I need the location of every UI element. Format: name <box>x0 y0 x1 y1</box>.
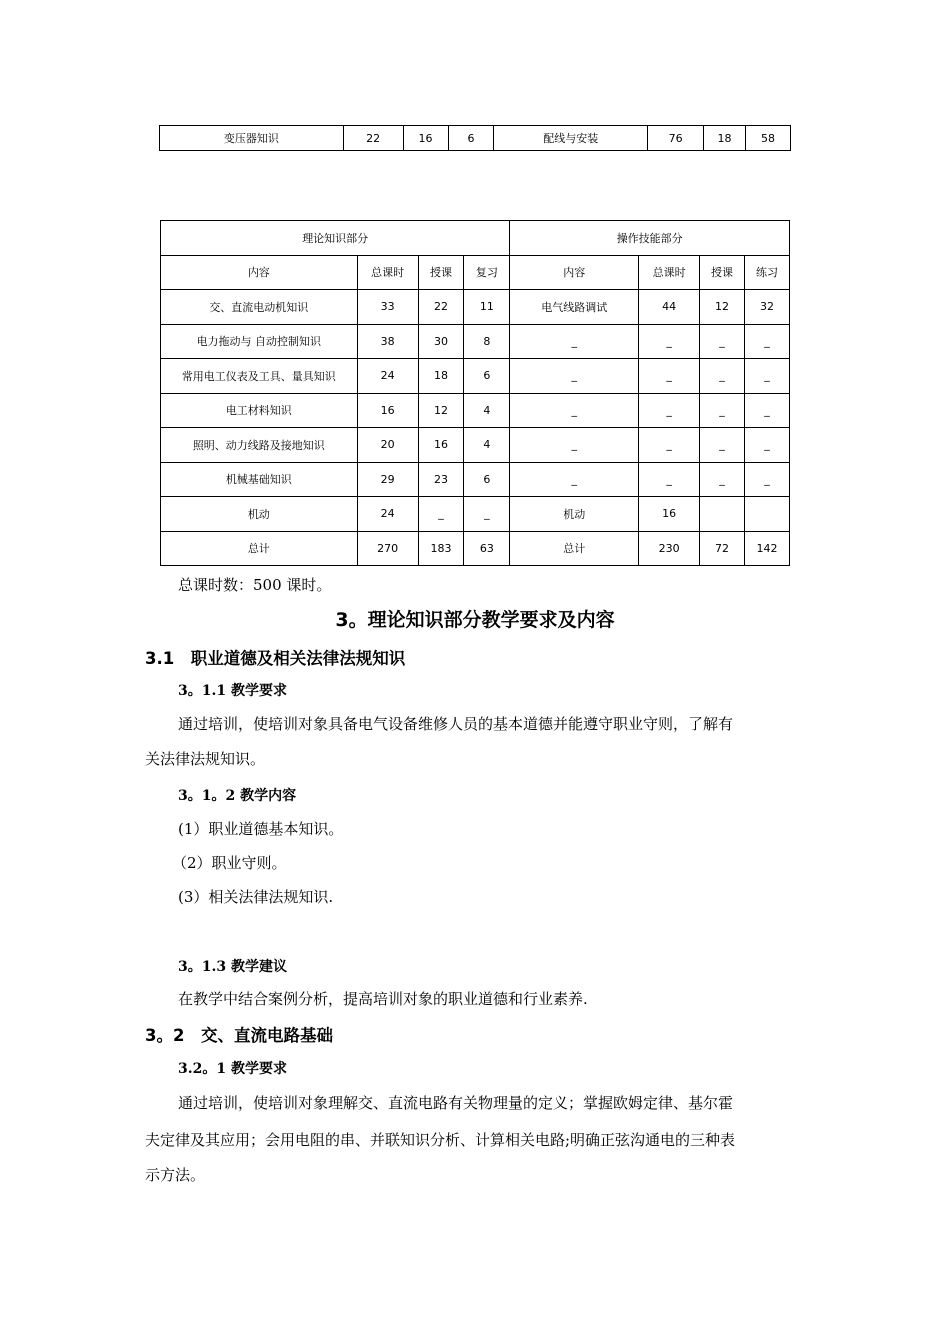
table-cell: _ <box>744 324 789 359</box>
table-cell: _ <box>510 393 639 428</box>
table-cell: 8 <box>464 324 510 359</box>
section-3-1-2-title: 3。1。2 教学内容 <box>178 788 297 804</box>
table-row <box>160 126 791 151</box>
table-cell: _ <box>700 324 745 359</box>
table-cell: _ <box>639 359 700 394</box>
column-header-row <box>161 255 790 290</box>
table-cell: 18 <box>418 359 464 394</box>
table-cell: _ <box>418 497 464 532</box>
table-cell: 总计 <box>161 531 358 566</box>
curriculum-table <box>160 220 790 566</box>
section-3-1-3-title: 3。1.3 教学建议 <box>178 959 287 975</box>
table-cell: _ <box>639 393 700 428</box>
table-cell: 电力拖动与 自动控制知识 <box>161 324 358 359</box>
table-cell <box>700 497 745 532</box>
section-3-1-1-title: 3。1.1 教学要求 <box>178 683 287 699</box>
table-cell: 变压器知识 <box>160 126 344 151</box>
table-row <box>161 290 790 325</box>
table-row <box>161 324 790 359</box>
table-cell: 11 <box>464 290 510 325</box>
table-cell: _ <box>700 428 745 463</box>
column-header: 复习 <box>464 255 510 290</box>
table-cell: 29 <box>357 462 418 497</box>
table-row <box>161 359 790 394</box>
section-3-title: 3。理论知识部分教学要求及内容 <box>335 609 615 631</box>
table-row <box>161 531 790 566</box>
table-cell: 63 <box>464 531 510 566</box>
table-cell: 交、直流电动机知识 <box>161 290 358 325</box>
table-cell: _ <box>510 428 639 463</box>
table-cell: 44 <box>639 290 700 325</box>
table-cell: 6 <box>464 462 510 497</box>
table-cell: 机动 <box>161 497 358 532</box>
table-cell: 33 <box>357 290 418 325</box>
table-cell: _ <box>639 428 700 463</box>
list-item: （2）职业守则。 <box>172 854 287 872</box>
table-cell: _ <box>744 393 789 428</box>
column-header: 练习 <box>744 255 789 290</box>
total-hours-note: 总课时数：500 课时。 <box>178 576 332 594</box>
column-header: 内容 <box>161 255 358 290</box>
table-cell: 电工材料知识 <box>161 393 358 428</box>
table-cell: 照明、动力线路及接地知识 <box>161 428 358 463</box>
section-3-1-title: 3.1 职业道德及相关法律法规知识 <box>145 649 406 668</box>
table-cell: 24 <box>357 359 418 394</box>
table-cell: 机械基础知识 <box>161 462 358 497</box>
column-header: 内容 <box>510 255 639 290</box>
table-cell: _ <box>700 393 745 428</box>
table-row <box>161 428 790 463</box>
table-cell: _ <box>744 462 789 497</box>
table-cell: 76 <box>648 126 704 151</box>
table-cell: _ <box>510 462 639 497</box>
table-header-row <box>161 221 790 256</box>
practice-section-header: 操作技能部分 <box>510 221 790 256</box>
table-row <box>161 393 790 428</box>
table-cell: 电气线路调试 <box>510 290 639 325</box>
table-cell: 16 <box>639 497 700 532</box>
table-cell: 23 <box>418 462 464 497</box>
paragraph-line: 示方法。 <box>145 1166 206 1184</box>
table-cell: 6 <box>448 126 494 151</box>
paragraph-line: 通过培训，使培训对象理解交、直流电路有关物理量的定义；掌握欧姆定律、基尔霍 <box>178 1094 734 1112</box>
column-header: 总课时 <box>639 255 700 290</box>
section-3-2-title: 3。2 交、直流电路基础 <box>145 1026 333 1045</box>
table-cell: _ <box>510 324 639 359</box>
table-cell: 30 <box>418 324 464 359</box>
table-cell: 183 <box>418 531 464 566</box>
paragraph-line: 在教学中结合案例分析，提高培训对象的职业道德和行业素养. <box>178 990 588 1008</box>
table-cell: 16 <box>357 393 418 428</box>
table-cell: 38 <box>357 324 418 359</box>
table-cell: _ <box>700 462 745 497</box>
table-cell: 6 <box>464 359 510 394</box>
top-partial-table <box>159 125 791 151</box>
paragraph-line: 通过培训，使培训对象具备电气设备维修人员的基本道德并能遵守职业守则，了解有 <box>178 715 734 733</box>
table-cell: 18 <box>704 126 746 151</box>
table-cell: _ <box>744 359 789 394</box>
section-3-2-1-title: 3.2。1 教学要求 <box>178 1061 287 1077</box>
list-item: (1）职业道德基本知识。 <box>178 820 344 838</box>
table-cell: 24 <box>357 497 418 532</box>
table-cell: _ <box>639 324 700 359</box>
table-cell: 12 <box>700 290 745 325</box>
table-cell: 配线与安装 <box>494 126 648 151</box>
table-cell: 142 <box>744 531 789 566</box>
table-cell: 230 <box>639 531 700 566</box>
table-cell: _ <box>639 462 700 497</box>
table-cell: 20 <box>357 428 418 463</box>
table-cell <box>744 497 789 532</box>
table-cell: 72 <box>700 531 745 566</box>
table-cell: 4 <box>464 428 510 463</box>
table-cell: 22 <box>343 126 403 151</box>
table-cell: 58 <box>746 126 791 151</box>
list-item: (3）相关法律法规知识. <box>178 888 334 906</box>
paragraph-line: 夫定律及其应用；会用电阻的串、并联知识分析、计算相关电路;明确正弦沟通电的三种表 <box>145 1131 736 1149</box>
table-cell: 22 <box>418 290 464 325</box>
column-header: 总课时 <box>357 255 418 290</box>
table-cell: 4 <box>464 393 510 428</box>
table-cell: 总计 <box>510 531 639 566</box>
table-cell: 12 <box>418 393 464 428</box>
table-cell: _ <box>744 428 789 463</box>
column-header: 授课 <box>700 255 745 290</box>
theory-section-header: 理论知识部分 <box>161 221 510 256</box>
table-cell: _ <box>510 359 639 394</box>
table-cell: 32 <box>744 290 789 325</box>
paragraph-line: 关法律法规知识。 <box>145 750 266 768</box>
table-row <box>161 462 790 497</box>
table-cell: 16 <box>418 428 464 463</box>
table-cell: 常用电工仪表及工具、量具知识 <box>161 359 358 394</box>
column-header: 授课 <box>418 255 464 290</box>
table-cell: 16 <box>403 126 448 151</box>
table-row <box>161 497 790 532</box>
table-cell: _ <box>700 359 745 394</box>
table-cell: _ <box>464 497 510 532</box>
table-cell: 270 <box>357 531 418 566</box>
table-cell: 机动 <box>510 497 639 532</box>
